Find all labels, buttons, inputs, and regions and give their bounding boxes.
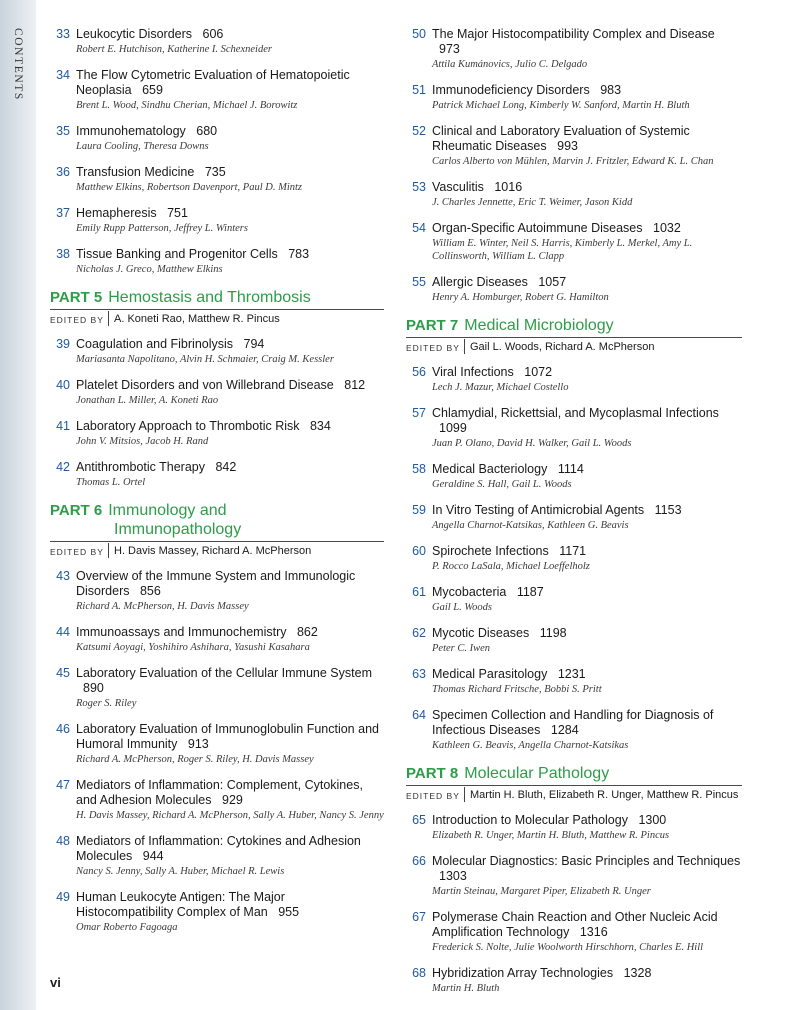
chapter-number: 63 xyxy=(412,667,426,681)
toc-entry-chapter-38[interactable] xyxy=(50,247,384,276)
chapter-title-text: Medical Bacteriology xyxy=(432,462,548,476)
part-label: PART 5 xyxy=(50,289,103,306)
chapter-page-number: 1303 xyxy=(439,869,467,883)
part-title-line xyxy=(50,288,384,307)
chapter-number: 33 xyxy=(56,27,70,41)
chapter-authors: H. Davis Massey, Richard A. McPherson, Sally A. Huber, Nancy S. Jenny xyxy=(76,810,384,821)
toc-entry-chapter-62[interactable] xyxy=(406,626,742,655)
chapter-title xyxy=(432,910,742,940)
chapter-authors: Katsumi Aoyagi, Yoshihiro Ashihara, Yasushi Kasahara xyxy=(76,642,310,653)
chapter-number: 45 xyxy=(56,666,70,680)
chapter-title xyxy=(432,124,742,154)
chapter-number: 40 xyxy=(56,378,70,392)
toc-entry-chapter-46[interactable] xyxy=(50,722,384,766)
chapter-title-text: Clinical and Laboratory Evaluation of Systemic Rheumatic Diseases xyxy=(432,124,690,153)
toc-entry-chapter-35[interactable] xyxy=(50,124,384,153)
chapter-title xyxy=(432,406,742,436)
chapter-page-number: 842 xyxy=(215,460,237,474)
part-title-line xyxy=(406,764,742,783)
part-editors: A. Koneti Rao, Matthew R. Pincus xyxy=(114,313,280,325)
chapter-title xyxy=(432,708,742,738)
chapter-title xyxy=(76,165,384,180)
chapter-title xyxy=(432,365,742,380)
toc-entry-chapter-60[interactable] xyxy=(406,544,742,573)
chapter-title xyxy=(432,966,742,981)
chapter-number: 55 xyxy=(412,275,426,289)
chapter-authors: Peter C. Iwen xyxy=(432,643,491,654)
toc-entry-chapter-48[interactable] xyxy=(50,834,384,878)
chapter-title-text: Human Leukocyte Antigen: The Major Histocompatibility Complex of Man xyxy=(76,890,285,919)
chapter-number: 46 xyxy=(56,722,70,736)
chapter-authors: John V. Mitsios, Jacob H. Rand xyxy=(76,436,209,447)
chapter-authors: Robert E. Hutchison, Katherine I. Schexneider xyxy=(76,44,272,55)
chapter-page-number: 1099 xyxy=(439,421,467,435)
chapter-page-number: 1072 xyxy=(524,365,553,379)
chapter-authors: Attila Kumánovics, Julio C. Delgado xyxy=(432,59,588,70)
toc-entry-chapter-49[interactable] xyxy=(50,890,384,934)
edited-by-divider xyxy=(108,311,109,326)
chapter-page-number: 751 xyxy=(167,206,188,220)
edited-by-label: EDITED BY xyxy=(50,315,104,325)
part-editors-row xyxy=(406,339,742,356)
chapter-page-number: 890 xyxy=(83,681,104,695)
edited-by-divider xyxy=(464,339,465,354)
part-title-block xyxy=(406,764,742,786)
edited-by-divider xyxy=(108,543,109,558)
chapter-authors: Richard A. McPherson, Roger S. Riley, H. Davis Massey xyxy=(76,754,314,765)
chapter-title-text: Antithrombotic Therapy xyxy=(76,460,205,474)
edited-by-label: EDITED BY xyxy=(406,791,460,801)
chapter-title xyxy=(432,83,742,98)
toc-entry-chapter-52[interactable] xyxy=(406,124,742,168)
chapter-title xyxy=(432,813,742,828)
chapter-title-text: Viral Infections xyxy=(432,365,514,379)
chapter-number: 51 xyxy=(412,83,426,97)
chapter-page-number: 1187 xyxy=(516,585,544,599)
chapter-number: 59 xyxy=(412,503,426,517)
chapter-page-number: 1284 xyxy=(550,723,579,737)
chapter-number: 34 xyxy=(56,68,70,82)
chapter-title-text: Hemapheresis xyxy=(76,206,157,220)
chapter-authors: Laura Cooling, Theresa Downs xyxy=(76,141,209,152)
chapter-number: 66 xyxy=(412,854,426,868)
chapter-page-number: 955 xyxy=(278,905,300,919)
chapter-title xyxy=(432,667,742,682)
toc-entry-chapter-41[interactable] xyxy=(50,419,384,448)
chapter-authors: Kathleen G. Beavis, Angella Charnot-Katsikas xyxy=(432,740,629,751)
toc-entry-chapter-63[interactable] xyxy=(406,667,742,696)
toc-entry-chapter-51[interactable] xyxy=(406,83,742,112)
contents-sidebar-label: CONTENTS xyxy=(12,28,24,101)
chapter-number: 53 xyxy=(412,180,426,194)
toc-entry-chapter-57[interactable] xyxy=(406,406,742,450)
part-label: PART 7 xyxy=(406,317,459,334)
chapter-title-text: In Vitro Testing of Antimicrobial Agents xyxy=(432,503,645,517)
chapter-title-text: Transfusion Medicine xyxy=(76,165,195,179)
part-title: Hemostasis and Thrombosis xyxy=(108,289,311,306)
chapter-title-text: Vasculitis xyxy=(432,180,484,194)
edited-by-label: EDITED BY xyxy=(406,343,460,353)
chapter-number: 62 xyxy=(412,626,426,640)
toc-entry-chapter-33[interactable] xyxy=(50,27,384,56)
chapter-authors: Angella Charnot-Katsikas, Kathleen G. Beavis xyxy=(432,520,629,531)
chapter-page-number: 1016 xyxy=(494,180,523,194)
chapter-authors: Martin Steinau, Margaret Piper, Elizabeth R. Unger xyxy=(432,886,651,897)
part-heading-part-7 xyxy=(406,316,742,356)
chapter-number: 68 xyxy=(412,966,426,980)
chapter-page-number: 1198 xyxy=(539,626,567,640)
chapter-title xyxy=(432,503,742,518)
chapter-number: 60 xyxy=(412,544,426,558)
chapter-title-text: Mycotic Diseases xyxy=(432,626,530,640)
chapter-title-text: Organ-Specific Autoimmune Diseases xyxy=(432,221,643,235)
chapter-title xyxy=(76,460,384,475)
chapter-number: 65 xyxy=(412,813,426,827)
toc-entry-chapter-66[interactable] xyxy=(406,854,742,898)
chapter-title xyxy=(76,834,384,864)
page-number: vi xyxy=(50,975,61,990)
part-editors: Gail L. Woods, Richard A. McPherson xyxy=(470,341,655,353)
chapter-title xyxy=(76,337,384,352)
toc-entry-chapter-47[interactable] xyxy=(50,778,384,822)
chapter-title xyxy=(76,27,384,42)
toc-entry-chapter-42[interactable] xyxy=(50,460,384,489)
chapter-page-number: 1300 xyxy=(638,813,667,827)
chapter-title xyxy=(432,626,742,641)
chapter-number: 57 xyxy=(412,406,426,420)
chapter-authors: J. Charles Jennette, Eric T. Weimer, Jason Kidd xyxy=(432,197,633,208)
chapter-title-text: Molecular Diagnostics: Basic Principles and Techniques xyxy=(432,854,741,868)
chapter-number: 47 xyxy=(56,778,70,792)
chapter-title-text: Polymerase Chain Reaction and Other Nucleic Acid Amplification Technology xyxy=(432,910,718,939)
chapter-authors: Omar Roberto Fagoaga xyxy=(76,922,178,933)
toc-entry-chapter-54[interactable] xyxy=(406,221,742,263)
chapter-number: 41 xyxy=(56,419,70,433)
chapter-page-number: 862 xyxy=(296,625,318,639)
chapter-title-text: The Major Histocompatibility Complex and Disease xyxy=(432,27,715,41)
chapter-title xyxy=(76,419,384,434)
chapter-title-text: Medical Parasitology xyxy=(432,667,548,681)
toc-entry-chapter-40[interactable] xyxy=(50,378,384,407)
part-label: PART 6 xyxy=(50,502,103,519)
part-heading-part-8 xyxy=(406,764,742,804)
chapter-title-text: Immunoassays and Immunochemistry xyxy=(76,625,287,639)
chapter-number: 58 xyxy=(412,462,426,476)
toc-entry-chapter-39[interactable] xyxy=(50,337,384,366)
part-label: PART 8 xyxy=(406,765,459,782)
chapter-title-text: Allergic Diseases xyxy=(432,275,528,289)
chapter-page-number: 856 xyxy=(139,584,161,598)
part-editors-row xyxy=(406,787,742,804)
toc-entry-chapter-61[interactable] xyxy=(406,585,742,614)
chapter-title xyxy=(432,275,742,290)
chapter-title xyxy=(432,544,742,559)
toc-entry-chapter-36[interactable] xyxy=(50,165,384,194)
chapter-page-number: 1316 xyxy=(579,925,608,939)
chapter-title-text: Immunohematology xyxy=(76,124,186,138)
part-title: Immunology and xyxy=(108,502,227,519)
toc-right-column xyxy=(406,27,742,1007)
chapter-title-text: Hybridization Array Technologies xyxy=(432,966,614,980)
chapter-authors: Carlos Alberto von Mühlen, Marvin J. Fritzler, Edward K. L. Chan xyxy=(432,156,714,167)
chapter-title xyxy=(76,378,384,393)
chapter-authors: Geraldine S. Hall, Gail L. Woods xyxy=(432,479,572,490)
toc-entry-chapter-37[interactable] xyxy=(50,206,384,235)
chapter-number: 42 xyxy=(56,460,70,474)
chapter-title-text: Chlamydial, Rickettsial, and Mycoplasmal Infections xyxy=(432,406,719,420)
chapter-page-number: 680 xyxy=(196,124,218,138)
chapter-number: 49 xyxy=(56,890,70,904)
chapter-authors: Nancy S. Jenny, Sally A. Huber, Michael R. Lewis xyxy=(76,866,285,877)
toc-entry-chapter-44[interactable] xyxy=(50,625,384,654)
chapter-title xyxy=(432,854,742,884)
chapter-authors: Frederick S. Nolte, Julie Woolworth Hirschhorn, Charles E. Hill xyxy=(432,942,704,953)
chapter-number: 37 xyxy=(56,206,70,220)
edited-by-divider xyxy=(464,787,465,802)
contents-sidebar-strip xyxy=(0,0,36,1010)
chapter-page-number: 973 xyxy=(439,42,460,56)
chapter-page-number: 1231 xyxy=(557,667,586,681)
chapter-title xyxy=(76,206,384,221)
chapter-title-text: Mediators of Inflammation: Complement, Cytokines, and Adhesion Molecules xyxy=(76,778,363,807)
chapter-authors: Thomas L. Ortel xyxy=(76,477,146,488)
chapter-title-text: Introduction to Molecular Pathology xyxy=(432,813,628,827)
chapter-page-number: 993 xyxy=(557,139,578,153)
chapter-title-text: Overview of the Immune System and Immunologic Disorders xyxy=(76,569,356,598)
chapter-title-text: Tissue Banking and Progenitor Cells xyxy=(76,247,278,261)
chapter-title-text: Leukocytic Disorders xyxy=(76,27,193,41)
chapter-number: 43 xyxy=(56,569,70,583)
chapter-number: 64 xyxy=(412,708,426,722)
part-title: Molecular Pathology xyxy=(464,765,610,782)
toc-entry-chapter-55[interactable] xyxy=(406,275,742,304)
chapter-authors: Henry A. Homburger, Robert G. Hamilton xyxy=(432,292,609,303)
part-title-block xyxy=(50,501,384,542)
chapter-page-number: 983 xyxy=(600,83,622,97)
chapter-number: 61 xyxy=(412,585,426,599)
toc-entry-chapter-56[interactable] xyxy=(406,365,742,394)
toc-left-column xyxy=(50,27,384,946)
chapter-page-number: 1114 xyxy=(557,462,584,476)
chapter-authors: Jonathan L. Miller, A. Koneti Rao xyxy=(76,395,219,406)
toc-entry-chapter-58[interactable] xyxy=(406,462,742,491)
chapter-title xyxy=(76,569,384,599)
chapter-title-text: Laboratory Evaluation of Immunoglobulin Function and Humoral Immunity xyxy=(76,722,379,751)
chapter-page-number: 1032 xyxy=(653,221,681,235)
chapter-page-number: 913 xyxy=(187,737,209,751)
part-title-block xyxy=(406,316,742,338)
chapter-title xyxy=(76,666,384,696)
chapter-page-number: 834 xyxy=(309,419,331,433)
chapter-authors: Martin H. Bluth xyxy=(432,983,500,994)
toc-entry-chapter-65[interactable] xyxy=(406,813,742,842)
toc-entry-chapter-59[interactable] xyxy=(406,503,742,532)
chapter-authors: Matthew Elkins, Robertson Davenport, Paul D. Mintz xyxy=(76,182,303,193)
chapter-page-number: 783 xyxy=(288,247,310,261)
chapter-page-number: 659 xyxy=(142,83,163,97)
chapter-authors: Juan P. Olano, David H. Walker, Gail L. Woods xyxy=(432,438,632,449)
chapter-number: 36 xyxy=(56,165,70,179)
part-title: Medical Microbiology xyxy=(464,317,614,334)
part-title-block xyxy=(50,288,384,310)
part-editors-row xyxy=(50,543,384,560)
part-title-line-2: Immunopathology xyxy=(114,521,242,538)
chapter-title xyxy=(76,625,384,640)
chapter-number: 39 xyxy=(56,337,70,351)
chapter-page-number: 1328 xyxy=(623,966,652,980)
chapter-number: 35 xyxy=(56,124,70,138)
chapter-authors: Mariasanta Napolitano, Alvin H. Schmaier, Craig M. Kessler xyxy=(76,354,334,365)
chapter-page-number: 735 xyxy=(204,165,226,179)
chapter-number: 38 xyxy=(56,247,70,261)
toc-entry-chapter-67[interactable] xyxy=(406,910,742,954)
toc-entry-chapter-50[interactable] xyxy=(406,27,742,71)
chapter-number: 44 xyxy=(56,625,70,639)
chapter-title-text: Specimen Collection and Handling for Diagnosis of Infectious Diseases xyxy=(432,708,714,737)
chapter-authors: William E. Winter, Neil S. Harris, Kimberly L. Merkel, Amy L. Collinsworth, William L. Clapp xyxy=(432,238,693,262)
chapter-page-number: 1171 xyxy=(559,544,587,558)
chapter-title-text: Spirochete Infections xyxy=(432,544,549,558)
chapter-authors: Emily Rupp Patterson, Jeffrey L. Winters xyxy=(76,223,248,234)
chapter-title xyxy=(76,722,384,752)
chapter-number: 48 xyxy=(56,834,70,848)
chapter-title-text: The Flow Cytometric Evaluation of Hematopoietic Neoplasia xyxy=(76,68,350,97)
chapter-title-text: Laboratory Approach to Thrombotic Risk xyxy=(76,419,300,433)
chapter-page-number: 1153 xyxy=(654,503,682,517)
chapter-title-text: Coagulation and Fibrinolysis xyxy=(76,337,234,351)
chapter-number: 50 xyxy=(412,27,426,41)
chapter-authors: Richard A. McPherson, H. Davis Massey xyxy=(76,601,249,612)
part-title-line xyxy=(50,501,384,520)
chapter-page-number: 929 xyxy=(222,793,243,807)
chapter-number: 67 xyxy=(412,910,426,924)
chapter-authors: Nicholas J. Greco, Matthew Elkins xyxy=(76,264,223,275)
chapter-title-text: Mycobacteria xyxy=(432,585,507,599)
part-editors: Martin H. Bluth, Elizabeth R. Unger, Matthew R. Pincus xyxy=(470,789,739,801)
toc-entry-chapter-45[interactable] xyxy=(50,666,384,710)
part-heading-part-6 xyxy=(50,501,384,560)
chapter-number: 56 xyxy=(412,365,426,379)
chapter-title xyxy=(76,68,384,98)
chapter-title-text: Platelet Disorders and von Willebrand Disease xyxy=(76,378,334,392)
chapter-title xyxy=(76,124,384,139)
chapter-page-number: 1057 xyxy=(538,275,567,289)
chapter-authors: Brent L. Wood, Sindhu Cherian, Michael J. Borowitz xyxy=(76,100,298,111)
toc-entry-chapter-68[interactable] xyxy=(406,966,742,995)
chapter-title xyxy=(76,778,384,808)
toc-entry-chapter-34[interactable] xyxy=(50,68,384,112)
chapter-authors: Gail L. Woods xyxy=(432,602,493,613)
part-editors: H. Davis Massey, Richard A. McPherson xyxy=(114,545,312,557)
chapter-authors: P. Rocco LaSala, Michael Loeffelholz xyxy=(432,561,590,572)
chapter-page-number: 812 xyxy=(344,378,366,392)
toc-entry-chapter-53[interactable] xyxy=(406,180,742,209)
chapter-title xyxy=(432,585,742,600)
part-title-line xyxy=(406,316,742,335)
chapter-page-number: 794 xyxy=(243,337,265,351)
edited-by-label: EDITED BY xyxy=(50,547,104,557)
chapter-number: 54 xyxy=(412,221,426,235)
chapter-authors: Patrick Michael Long, Kimberly W. Sanford, Martin H. Bluth xyxy=(432,100,690,111)
chapter-title xyxy=(76,890,384,920)
chapter-authors: Roger S. Riley xyxy=(76,698,137,709)
part-editors-row xyxy=(50,311,384,328)
chapter-title xyxy=(432,27,742,57)
chapter-page-number: 606 xyxy=(202,27,224,41)
chapter-title-text: Immunodeficiency Disorders xyxy=(432,83,590,97)
chapter-title xyxy=(432,462,742,477)
chapter-page-number: 944 xyxy=(142,849,164,863)
toc-entry-chapter-43[interactable] xyxy=(50,569,384,613)
chapter-title xyxy=(432,180,742,195)
part-heading-part-5 xyxy=(50,288,384,328)
chapter-title xyxy=(432,221,742,236)
chapter-authors: Lech J. Mazur, Michael Costello xyxy=(432,382,569,393)
toc-entry-chapter-64[interactable] xyxy=(406,708,742,752)
chapter-authors: Elizabeth R. Unger, Martin H. Bluth, Matthew R. Pincus xyxy=(432,830,670,841)
chapter-title-text: Laboratory Evaluation of the Cellular Immune System xyxy=(76,666,372,680)
chapter-number: 52 xyxy=(412,124,426,138)
chapter-title xyxy=(76,247,384,262)
chapter-authors: Thomas Richard Fritsche, Bobbi S. Pritt xyxy=(432,684,602,695)
chapter-title-text: Mediators of Inflammation: Cytokines and Adhesion Molecules xyxy=(76,834,361,863)
